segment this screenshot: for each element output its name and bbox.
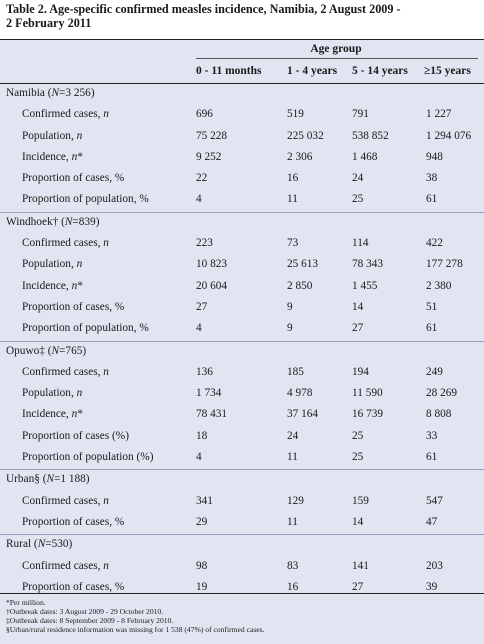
table-cell: 27: [352, 322, 364, 335]
row-label: Proportion of cases, %: [22, 580, 125, 593]
footnote: ‡Outbreak dates: 8 September 2009 - 8 February 2010.: [6, 616, 174, 625]
group-header-row: [0, 341, 484, 363]
col-header-5-14-years: 5 - 14 years: [352, 65, 408, 77]
group-label: Namibia (N=3 256): [6, 87, 95, 99]
table-cell: 22: [196, 172, 208, 185]
row-label: Confirmed cases, n: [22, 108, 109, 121]
table-cell: 73: [287, 237, 299, 250]
table-row: [0, 492, 484, 513]
footnote: †Outbreak dates: 3 August 2009 - 29 October 2010.: [6, 607, 164, 616]
table-cell: 4: [196, 451, 202, 464]
table-cell: 948: [426, 150, 443, 163]
table-row: [0, 190, 484, 211]
table-cell: 25: [352, 193, 364, 206]
table-body: [0, 84, 484, 599]
table-cell: 2 306: [287, 150, 313, 163]
table-row: [0, 169, 484, 190]
table-cell: 696: [196, 108, 213, 121]
table-cell: 20 604: [196, 279, 228, 292]
table-cell: 61: [426, 451, 438, 464]
table-cell: 2 850: [287, 279, 313, 292]
table-cell: 538 852: [352, 129, 389, 142]
row-label: Proportion of population, %: [22, 322, 149, 335]
table-cell: 27: [352, 580, 364, 593]
table-cell: 1 227: [426, 108, 452, 121]
table-cell: 11: [287, 515, 298, 528]
table-cell: 78 431: [196, 408, 228, 421]
title-line-2: 2 February 2011: [6, 16, 92, 30]
table-cell: 14: [352, 300, 364, 313]
table-cell: 83: [287, 559, 299, 572]
table-cell: 4: [196, 193, 202, 206]
table-title: [0, 0, 484, 39]
row-label: Population, n: [22, 129, 83, 142]
table-cell: 547: [426, 494, 443, 507]
table-cell: 27: [196, 300, 208, 313]
table-cell: 9: [287, 300, 293, 313]
group-header-row: [0, 469, 484, 491]
title-line-1: Table 2. Age-specific confirmed measles incidence, Namibia, 2 August 2009 -: [6, 2, 401, 16]
table-row: [0, 448, 484, 469]
table-cell: 1 294 076: [426, 129, 472, 142]
row-label: Confirmed cases, n: [22, 365, 109, 378]
table-cell: 791: [352, 108, 369, 121]
table-cell: 16 739: [352, 408, 384, 421]
table-row: [0, 277, 484, 298]
table-cell: 9 252: [196, 150, 222, 163]
row-label: Confirmed cases, n: [22, 559, 109, 572]
table-cell: 16: [287, 580, 299, 593]
table-cell: 25: [352, 429, 364, 442]
table-cell: 1 455: [352, 279, 378, 292]
row-label: Proportion of population, %: [22, 193, 149, 206]
table-cell: 10 823: [196, 258, 228, 271]
group-label: Windhoek† (N=839): [6, 215, 100, 228]
table-cell: 47: [426, 515, 438, 528]
table-cell: 38: [426, 172, 438, 185]
table-cell: 29: [196, 515, 208, 528]
table-row: [0, 319, 484, 340]
table-cell: 61: [426, 322, 438, 335]
table-cell: 177 278: [426, 258, 463, 271]
row-label: Confirmed cases, n: [22, 237, 109, 250]
row-label: Proportion of population (%): [22, 451, 154, 464]
table-cell: 422: [426, 237, 443, 250]
row-label: Incidence, n*: [22, 408, 83, 421]
group-label: Urban§ (N=1 188): [6, 473, 90, 486]
table-cell: 11: [287, 451, 298, 464]
table-cell: 24: [287, 429, 299, 442]
footnote: *Per million.: [6, 598, 46, 607]
row-label: Population, n: [22, 258, 83, 271]
table-cell: 11 590: [352, 387, 383, 400]
table-cell: 225 032: [287, 129, 324, 142]
table-cell: 203: [426, 559, 443, 572]
table-row: [0, 148, 484, 169]
table-cell: 78 343: [352, 258, 384, 271]
table-cell: 25: [352, 451, 364, 464]
group-header-row: [0, 534, 484, 556]
group-header-row: [0, 84, 484, 105]
footnotes: [0, 593, 484, 634]
table-cell: 159: [352, 494, 369, 507]
col-header-0-11-months: 0 - 11 months: [196, 65, 262, 77]
table-cell: 185: [287, 365, 304, 378]
table-row: [0, 298, 484, 319]
table-row: [0, 105, 484, 126]
table-cell: 16: [287, 172, 299, 185]
table-cell: 519: [287, 108, 304, 121]
col-header-15-plus-years: ≥15 years: [424, 65, 471, 77]
table-cell: 33: [426, 429, 438, 442]
table-cell: 223: [196, 237, 213, 250]
row-label: Incidence, n*: [22, 150, 83, 163]
row-label: Confirmed cases, n: [22, 494, 109, 507]
table-row: [0, 363, 484, 384]
row-label: Incidence, n*: [22, 279, 83, 292]
table-cell: 4: [196, 322, 202, 335]
row-label: Proportion of cases, %: [22, 300, 125, 313]
table-cell: 37 164: [287, 408, 319, 421]
table-cell: 25 613: [287, 258, 319, 271]
table-cell: 61: [426, 193, 438, 206]
footnote: §Urban/rural residence information was missing for 1 538 (47%) of confirmed cases.: [6, 625, 265, 634]
table-cell: 8 808: [426, 408, 452, 421]
row-label: Proportion of cases, %: [22, 515, 125, 528]
group-label: Opuwo‡ (N=765): [6, 344, 87, 357]
row-label: Proportion of cases, %: [22, 172, 125, 185]
table-cell: 24: [352, 172, 364, 185]
age-group-header: Age group: [310, 43, 362, 55]
table-cell: 141: [352, 559, 369, 572]
table-row: [0, 234, 484, 255]
table-cell: 136: [196, 365, 213, 378]
table-cell: 18: [196, 429, 208, 442]
row-label: Population, n: [22, 387, 83, 400]
table-row: [0, 427, 484, 448]
table-row: [0, 513, 484, 534]
table-row: [0, 255, 484, 276]
table-cell: 11: [287, 193, 298, 206]
table-cell: 75 228: [196, 129, 228, 142]
table-cell: 114: [352, 237, 369, 250]
table-cell: 1 734: [196, 387, 222, 400]
table-cell: 19: [196, 580, 208, 593]
table-cell: 194: [352, 365, 369, 378]
header-row-age-group: [0, 40, 484, 59]
table-cell: 51: [426, 300, 438, 313]
table-row: [0, 384, 484, 405]
header-row-columns: [0, 59, 484, 83]
table-cell: 28 269: [426, 387, 458, 400]
table-cell: 1 468: [352, 150, 378, 163]
table-cell: 9: [287, 322, 293, 335]
col-header-1-4-years: 1 - 4 years: [287, 65, 338, 77]
table-cell: 341: [196, 494, 213, 507]
table-cell: 39: [426, 580, 438, 593]
group-header-row: [0, 212, 484, 234]
table-row: [0, 557, 484, 578]
table-cell: 2 380: [426, 279, 452, 292]
group-label: Rural (N=530): [6, 538, 73, 551]
table-cell: 4 978: [287, 387, 313, 400]
table-cell: 14: [352, 515, 364, 528]
table-cell: 129: [287, 494, 304, 507]
table-cell: 98: [196, 559, 208, 572]
table-cell: 249: [426, 365, 443, 378]
table-row: [0, 405, 484, 426]
table-row: [0, 127, 484, 148]
row-label: Proportion of cases (%): [22, 429, 129, 442]
